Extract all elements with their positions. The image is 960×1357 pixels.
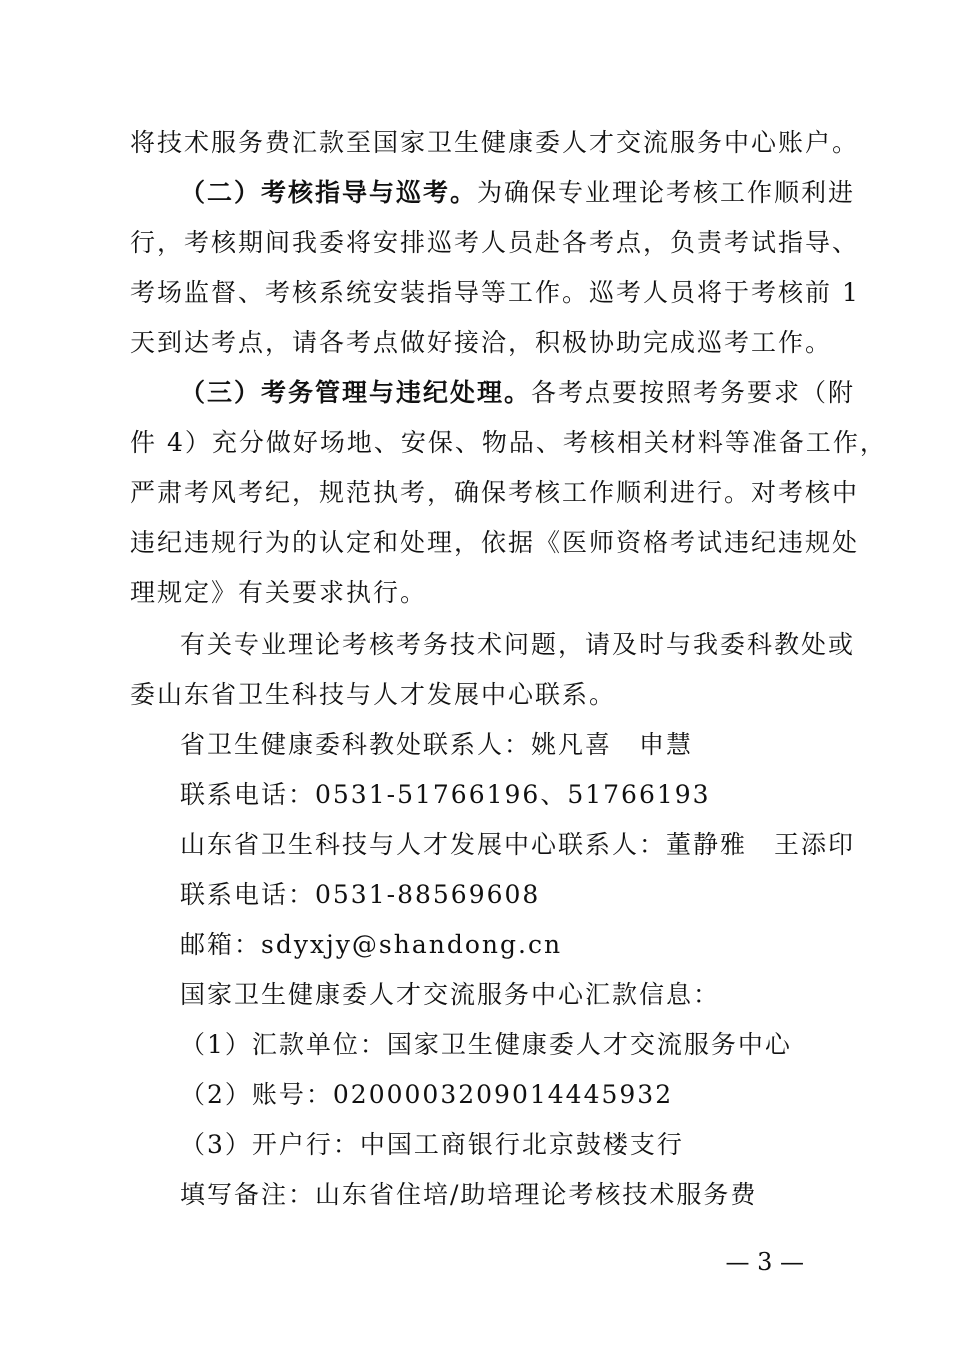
section-3-text: 各考点要按照考务要求（附 bbox=[531, 378, 856, 407]
contact-1-phone: 联系电话：0531-51766196、51766193 bbox=[180, 780, 711, 809]
section-2-line-1 bbox=[180, 168, 856, 218]
page-number: — 3 — bbox=[725, 1248, 804, 1276]
contact-2-phone: 联系电话：0531-88569608 bbox=[180, 880, 541, 909]
remittance-unit: （1）汇款单位：国家卫生健康委人才交流服务中心 bbox=[180, 1030, 792, 1059]
text-line-12: 委山东省卫生科技与人才发展中心联系。 bbox=[130, 680, 617, 709]
section-2-heading: （二）考核指导与巡考。 bbox=[180, 178, 478, 207]
section-2-text: 为确保专业理论考核工作顺利进 bbox=[477, 178, 856, 207]
section-3-line-1 bbox=[180, 368, 856, 418]
text-line-5: 天到达考点，请各考点做好接洽，积极协助完成巡考工作。 bbox=[130, 328, 833, 357]
section-3-heading: （三）考务管理与违纪处理。 bbox=[180, 378, 532, 407]
contact-2-name: 山东省卫生科技与人才发展中心联系人：董静雅 王添印 bbox=[180, 830, 856, 859]
remittance-heading: 国家卫生健康委人才交流服务中心汇款信息： bbox=[180, 980, 721, 1009]
contact-1-name: 省卫生健康委科教处联系人：姚凡喜 申慧 bbox=[180, 730, 694, 759]
remittance-account: （2）账号：0200003209014445932 bbox=[180, 1080, 674, 1109]
text-line-7: 件 4）充分做好场地、安保、物品、考核相关材料等准备工作， bbox=[130, 428, 887, 457]
text-line-9: 违纪违规行为的认定和处理，依据《医师资格考试违纪违规处 bbox=[130, 528, 860, 557]
contact-email: 邮箱：sdyxjy@shandong.cn bbox=[180, 930, 563, 959]
text-line-4: 考场监督、考核系统安装指导等工作。巡考人员将于考核前 1 bbox=[130, 278, 860, 307]
remittance-bank: （3）开户行：中国工商银行北京鼓楼支行 bbox=[180, 1130, 684, 1159]
text-line-11: 有关专业理论考核考务技术问题，请及时与我委科教处或 bbox=[180, 630, 856, 659]
remittance-note: 填写备注：山东省住培/助培理论考核技术服务费 bbox=[180, 1180, 758, 1209]
text-line-8: 严肃考风考纪，规范执考，确保考核工作顺利进行。对考核中 bbox=[130, 478, 860, 507]
text-line-10: 理规定》有关要求执行。 bbox=[130, 578, 428, 607]
text-line-3: 行，考核期间我委将安排巡考人员赴各考点，负责考试指导、 bbox=[130, 228, 860, 257]
text-line-1: 将技术服务费汇款至国家卫生健康委人才交流服务中心账户。 bbox=[130, 128, 860, 157]
